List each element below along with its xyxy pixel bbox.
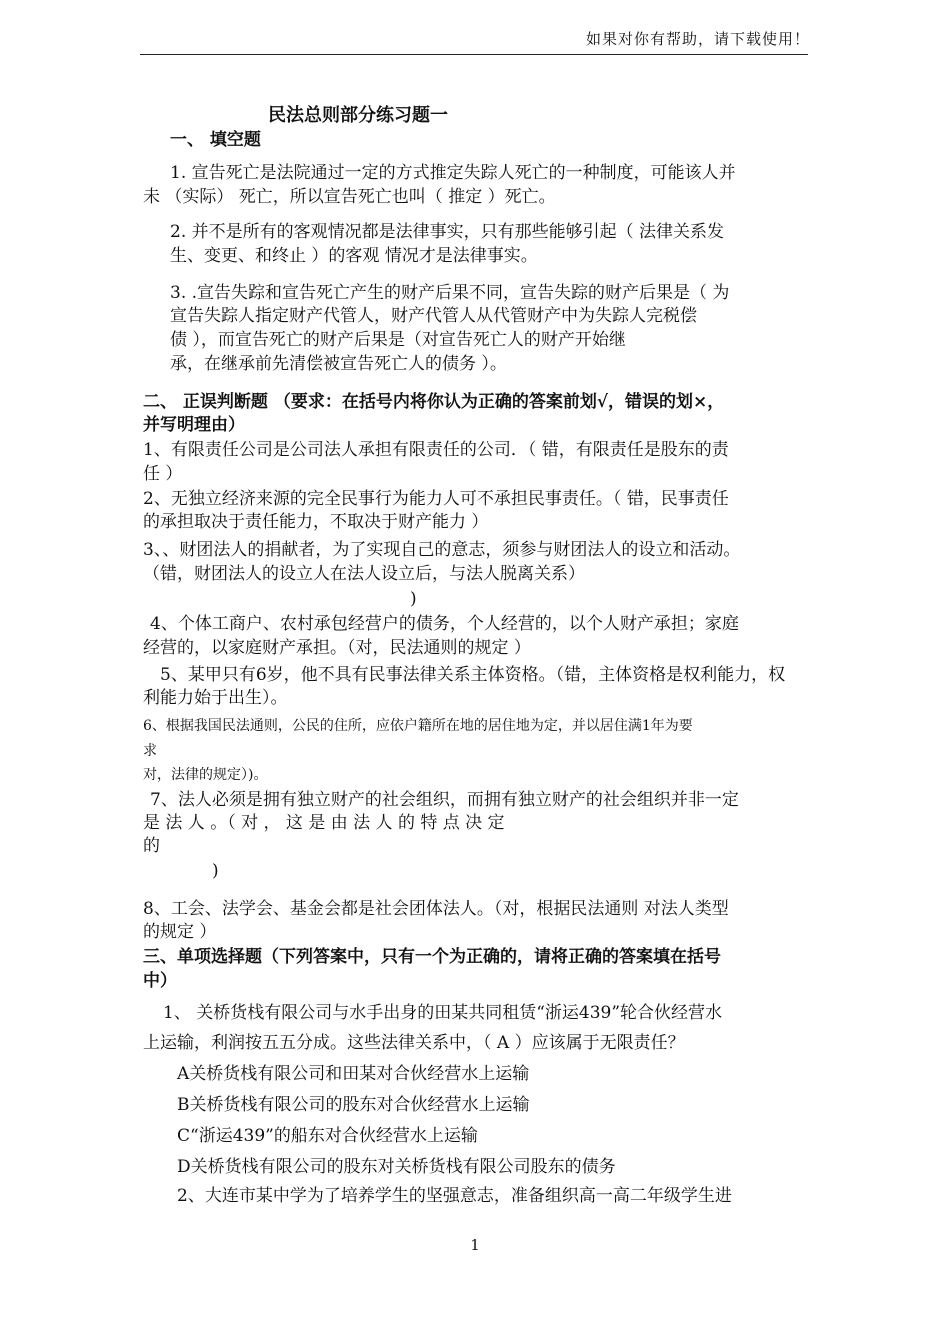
section-3-heading-line-1: 三、单项选择题（下列答案中，只有一个为正确的，请将正确的答案填在括号 <box>143 947 721 967</box>
q3-1-line-1: 1、 关桥货栈有限公司与水手出身的田某共同租赁“浙运439”轮合伙经营水 <box>163 1003 723 1023</box>
q2-8-line-2: 的规定 ） <box>143 922 217 942</box>
q3-1-line-2: 上运输，利润按五五分成。这些法律关系中，（ A ）应该属于无限责任？ <box>143 1033 685 1053</box>
q2-6-line-2: 求 <box>143 743 157 759</box>
q1-2-line-2: 生、变更、和终止 ）的客观 情况才是法律事实。 <box>170 246 538 266</box>
q2-5-line-1: 5、某甲只有6岁，他不具有民事法律关系主体资格。（错，主体资格是权利能力，权 <box>160 665 786 685</box>
q2-7-line-2: 是 法 人 。（ 对 ， 这 是 由 法 人 的 特 点 决 定 <box>143 813 505 833</box>
q2-3-line-1: 3、、财团法人的捐献者，为了实现自己的意志，须参与财团法人的设立和活动。 <box>143 540 741 560</box>
q2-7-line-1: 7、法人必须是拥有独立财产的社会组织，而拥有独立财产的社会组织并非一定 <box>150 790 739 810</box>
q2-4-line-1: 4、个体工商户、农村承包经营户的债务，个人经营的，以个人财产承担；家庭 <box>150 614 739 634</box>
q3-1-option-d: D关桥货栈有限公司的股东对关桥货栈有限公司股东的债务 <box>177 1157 616 1177</box>
q2-6-line-3: 对，法律的规定）)。 <box>143 767 268 783</box>
q1-1-line-2: 未 （实际） 死亡，所以宣告死亡也叫（ 推定 ）死亡。 <box>143 187 556 207</box>
q3-1-option-b: B关桥货栈有限公司的股东对合伙经营水上运输 <box>177 1095 530 1115</box>
section-2-heading-line-2: 并写明理由） <box>143 415 245 435</box>
page-number: 1 <box>470 1236 480 1254</box>
q3-2-line-1: 2、大连市某中学为了培养学生的坚强意志，准备组织高一高二年级学生进 <box>177 1186 732 1206</box>
q2-7-line-3: 的 <box>143 836 160 856</box>
document-title: 民法总则部分练习题一 <box>268 105 448 126</box>
q2-4-line-2: 经营的，以家庭财产承担。（对，民法通则的规定 ） <box>143 638 531 658</box>
section-2-heading-line-1: 二、 正误判断题 （要求：在括号内将你认为正确的答案前划√，错误的划×， <box>143 392 725 412</box>
q3-1-option-a: A关桥货栈有限公司和田某对合伙经营水上运输 <box>177 1064 530 1084</box>
q2-1-line-1: 1、有限责任公司是公司法人承担有限责任的公司．（ 错，有限责任是股东的责 <box>143 440 729 460</box>
section-3-heading-line-2: 中） <box>143 971 177 991</box>
q1-2-line-1: 2. 并不是所有的客观情况都是法律事实，只有那些能够引起（ 法律关系发 <box>170 222 725 242</box>
q1-1-line-1: 1. 宣告死亡是法院通过一定的方式推定失踪人死亡的一种制度，可能该人并 <box>170 163 736 183</box>
header-divider <box>140 54 808 55</box>
section-1-heading: 一、 填空题 <box>170 130 261 150</box>
q1-3-line-2: 宣告失踪人指定财产代管人，财产代管人从代管财产中为失踪人完税偿 <box>170 306 697 326</box>
q2-3-line-2: （错，财团法人的设立人在法人设立后，与法人脱离关系） <box>143 564 585 584</box>
q3-1-option-c: C“浙运439”的船东对合伙经营水上运输 <box>177 1126 478 1146</box>
q2-2-line-2: 的承担取决于责任能力，不取决于财产能力 ） <box>143 512 489 532</box>
q2-6-line-1: 6、根据我国民法通则，公民的住所，应依户籍所在地的居住地为定，并以居住满1年为要 <box>143 718 693 734</box>
q1-3-line-3: 债 ），而宣告死亡的财产后果是（对宣告死亡人的财产开始继 <box>170 330 626 350</box>
q1-3-line-4: 承，在继承前先清偿被宣告死亡人的债务 ）。 <box>170 354 507 374</box>
q2-3-line-3: ) <box>410 589 417 609</box>
q2-1-line-2: 任 ） <box>143 464 183 484</box>
q2-5-line-2: 利能力始于出生）。 <box>143 688 288 708</box>
q1-3-line-1: 3. .宣告失踪和宣告死亡产生的财产后果不同，宣告失踪的财产后果是（ 为 <box>170 283 730 303</box>
q2-2-line-1: 2、无独立经济来源的完全民事行为能力人可不承担民事责任。（ 错，民事责任 <box>143 489 729 509</box>
q2-7-line-4: ) <box>212 861 219 881</box>
page-header: 如果对你有帮助，请下载使用！ <box>585 30 810 48</box>
q2-8-line-1: 8、工会、法学会、基金会都是社会团体法人。（对，根据民法通则 对法人类型 <box>143 899 729 919</box>
